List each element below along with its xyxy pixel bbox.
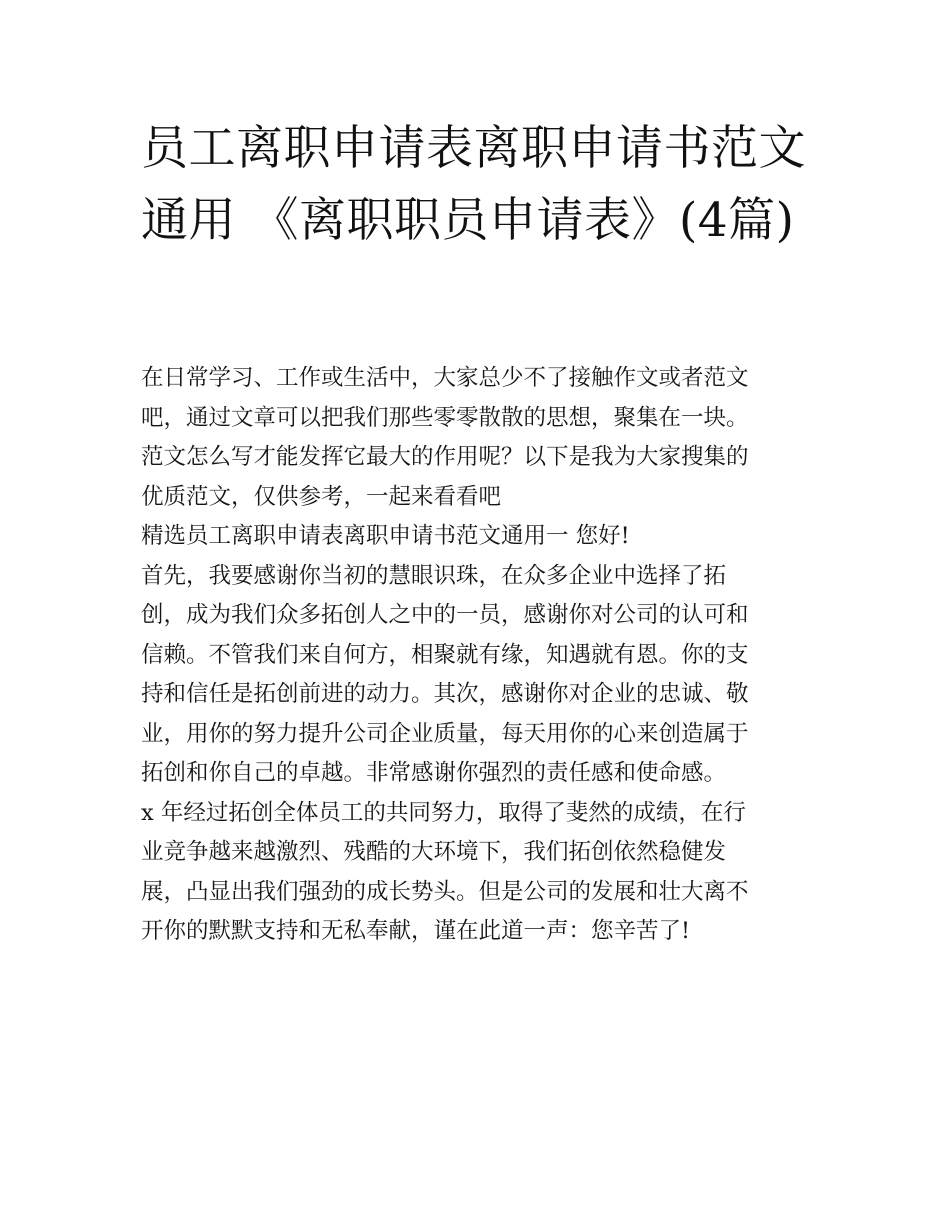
text-line: 持和信任是拓创前进的动力。其次，感谢你对企业的忠诚、敬 bbox=[141, 681, 749, 707]
document-body bbox=[141, 359, 816, 952]
text-line: x 年经过拓创全体员工的共同努力，取得了斐然的成绩，在行 bbox=[141, 799, 746, 826]
text-line: 业，用你的努力提升公司企业质量，每天用你的心来创造属于 bbox=[141, 720, 749, 747]
text-line: 信赖。不管我们来自何方，相聚就有缘，知遇就有恩。你的支 bbox=[141, 641, 749, 668]
text-line: 创，成为我们众多拓创人之中的一员，感谢你对公司的认可和 bbox=[141, 602, 749, 628]
text-line: 范文怎么写才能发挥它最大的作用呢？以下是我为大家搜集的 bbox=[141, 444, 749, 470]
text-line: 首先，我要感谢你当初的慧眼识珠，在众多企业中选择了拓 bbox=[141, 562, 727, 589]
thanks-paragraph bbox=[141, 557, 816, 794]
text-line: 吧，通过文章可以把我们那些零零散散的思想，聚集在一块。 bbox=[141, 404, 749, 431]
achievement-paragraph bbox=[141, 794, 816, 952]
intro-paragraph bbox=[141, 359, 816, 517]
text-line: 拓创和你自己的卓越。非常感谢你强烈的责任感和使命感。 bbox=[141, 760, 727, 786]
text-line: 优质范文，仅供参考，一起来看看吧 bbox=[141, 483, 502, 510]
section-heading-paragraph bbox=[141, 517, 816, 557]
text-line: 在日常学习、工作或生活中，大家总少不了接触作文或者范文 bbox=[141, 365, 749, 391]
text-line: 开你的默默支持和无私奉献，谨在此道一声：您辛苦了! bbox=[141, 918, 691, 944]
text-line: 展，凸显出我们强劲的成长势头。但是公司的发展和壮大离不 bbox=[141, 878, 749, 905]
text-line: 精选员工离职申请表离职申请书范文通用一 您好! bbox=[141, 523, 630, 549]
text-line: 业竞争越来越激烈、残酷的大环境下，我们拓创依然稳健发 bbox=[141, 839, 727, 865]
document-title: 员工离职申请表离职申请书范文通用 《离职职员申请表》(4篇) bbox=[141, 121, 806, 248]
